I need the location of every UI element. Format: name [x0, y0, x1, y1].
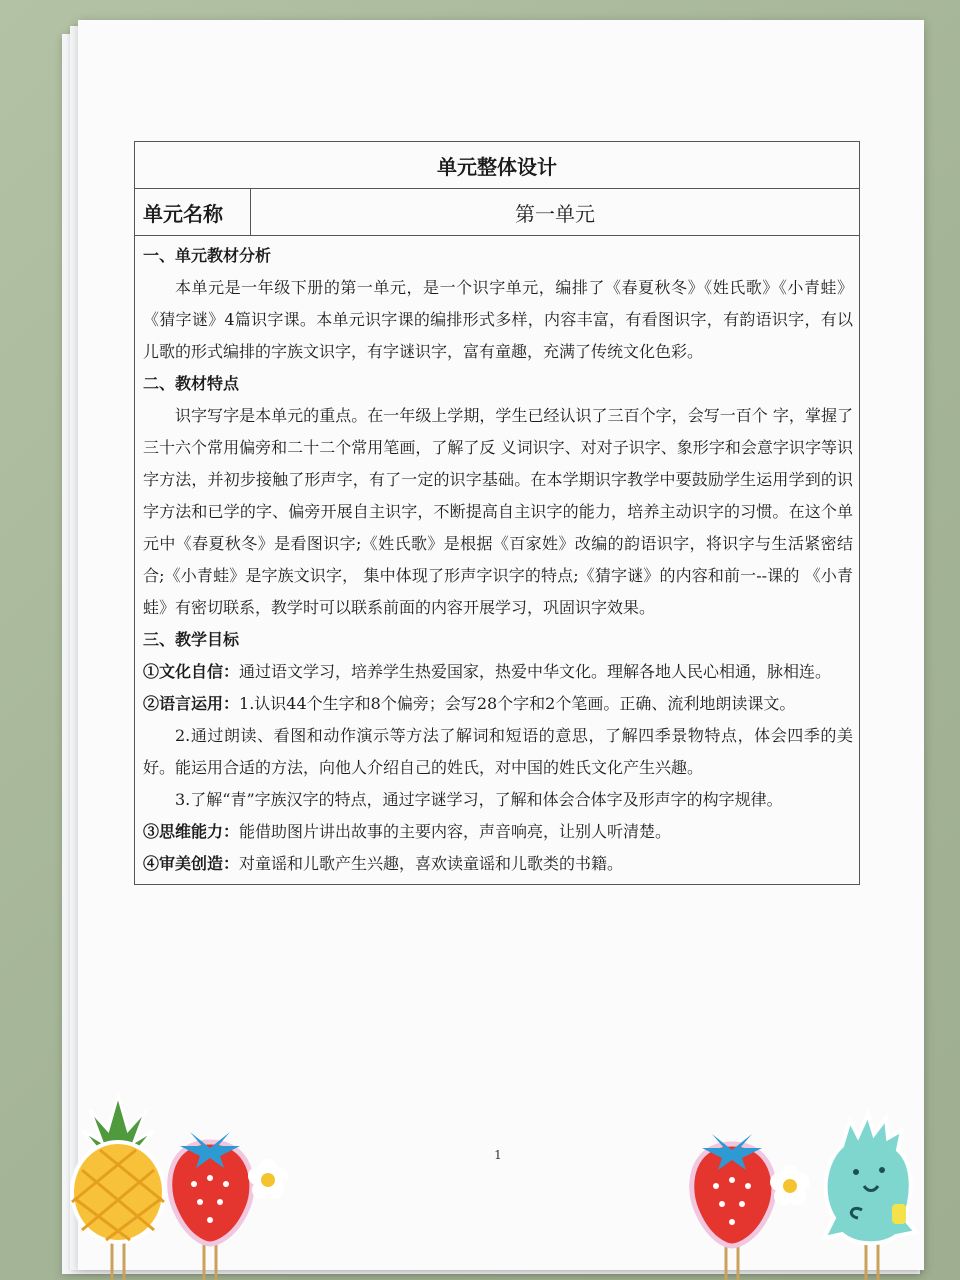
features-paragraph: 识字写字是本单元的重点。在一年级上学期，学生已经认识了三百个字，会写一百个 字，掌握了三十六个常用偏旁和二十二个常用笔画，了解了反 义词识字、对对子识字、象形字和会意字识字等识字方法，并初步接触了形声字，有了一定的识字基础。在本学期识字教学中要鼓励学生运用学到的识字方法和已学的字、偏旁开展自主识字，不断提高自主识字的能力，培养主动识字的习惯。在这个单元中《春夏秋冬》是看图识字;《姓氏歌》是根据《百家姓》改编的韵语识字，将识字与生活紧密结合;《小青蛙》是字族文识字， 集中体现了形声字识字的特点;《猜字谜》的内容和前一--课的 《小青蛙》有密切联系，教学时可以联系前面的内容开展学习，巩固识字效果。	[143, 406, 853, 617]
goal-language-text: 1.认识44个生字和8个偏旁；会写28个字和2个笔画。正确、流利地朗读课文。	[239, 694, 796, 713]
analysis-paragraph: 本单元是一年级下册的第一单元，是一个识字单元，编排了《春夏秋冬》《姓氏歌》《小青蛙》《猜字谜》4篇识字课。本单元识字课的编排形式多样，内容丰富，有看图识字，有韵语识字，有以儿歌的形式编排的字族文识字，有字谜识字，富有童趣，充满了传统文化色彩。	[143, 278, 853, 361]
unit-design-table	[134, 141, 860, 885]
goal-thinking-text: 能借助图片讲出故事的主要内容，声音响亮，让别人听清楚。	[239, 822, 672, 841]
goal-language	[143, 688, 853, 720]
goal-aesthetic-label: ④审美创造：	[143, 854, 240, 873]
goals-heading: 三、教学目标	[143, 630, 240, 649]
strawberry-clip-right-icon	[682, 1114, 822, 1280]
goal-culture	[143, 656, 853, 688]
goal-thinking-label: ③思维能力：	[143, 822, 240, 841]
table-title: 单元整体设计	[135, 142, 859, 189]
features-heading: 二、教材特点	[143, 374, 240, 393]
goal-aesthetic	[143, 848, 853, 880]
unit-name-label: 单元名称	[135, 189, 251, 235]
dinosaur-clip-icon	[812, 1106, 930, 1280]
unit-name-row	[135, 189, 859, 236]
strawberry-clip-icon	[160, 1112, 300, 1280]
analysis-heading: 一、单元教材分析	[143, 246, 272, 265]
page-number: 1	[494, 1148, 502, 1162]
goal-culture-text: 通过语文学习，培养学生热爱国家，热爱中华文化。理解各地人民心相通，脉相连。	[239, 662, 832, 681]
goal-language-item-2: 2.通过朗读、看图和动作演示等方法了解词和短语的意思，了解四季景物特点，体会四季的美好。能运用合适的方法，向他人介绍自己的姓氏，对中国的姓氏文化产生兴趣。	[143, 726, 853, 777]
goal-language-item-3: 3.了解“青”字族汉字的特点，通过字谜学习，了解和体会合体字及形声字的构字规律。	[175, 790, 783, 809]
goal-thinking	[143, 816, 853, 848]
unit-name-value: 第一单元	[515, 201, 595, 226]
goal-language-label: ②语言运用：	[143, 694, 240, 713]
goal-culture-label: ①文化自信：	[143, 662, 240, 681]
goal-aesthetic-text: 对童谣和儿歌产生兴趣，喜欢读童谣和儿歌类的书籍。	[239, 854, 624, 873]
table-content	[135, 236, 859, 884]
